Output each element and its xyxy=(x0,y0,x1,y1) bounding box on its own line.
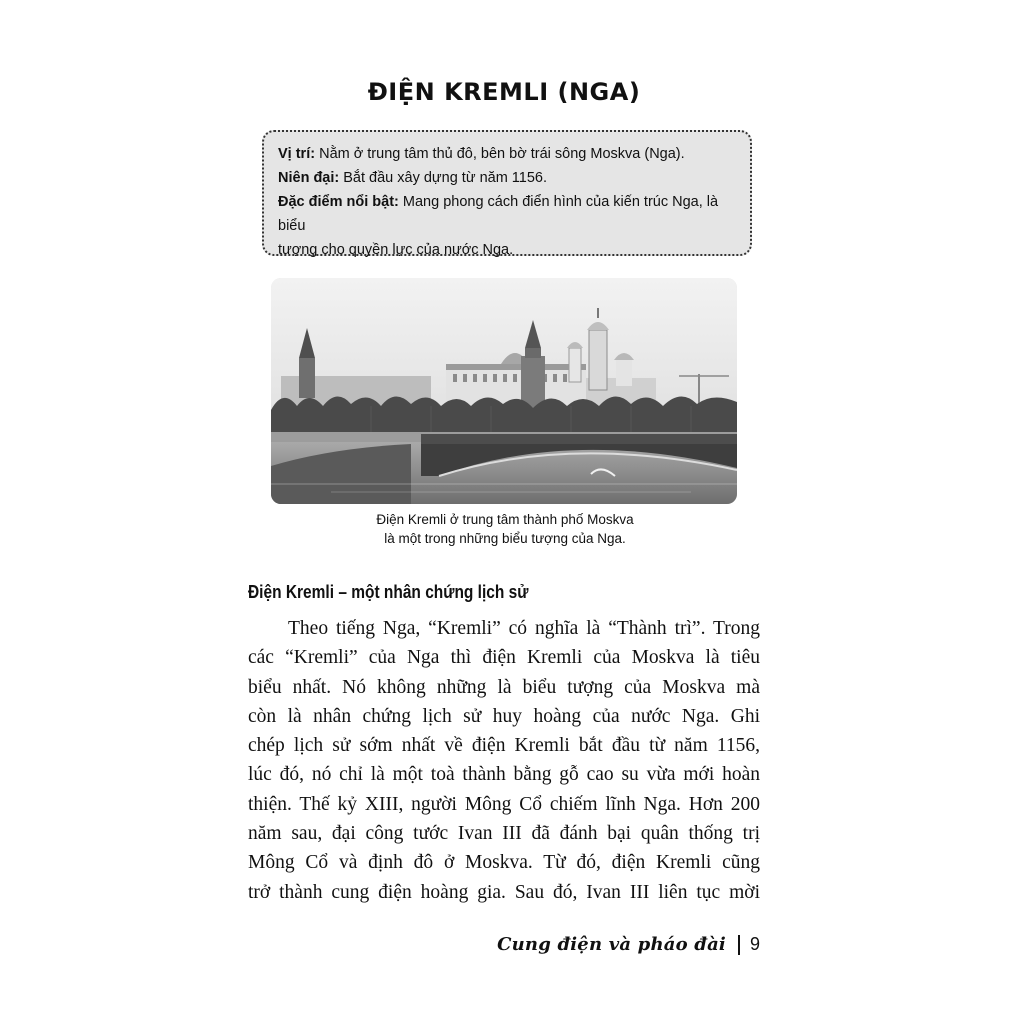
kremlin-photo xyxy=(271,278,737,504)
page-title: ĐIỆN KREMLI (NGA) xyxy=(367,78,641,106)
body-line: Theo tiếng Nga, “Kremli” có nghĩa là “Thành trì”. Trong xyxy=(288,618,760,639)
caption-line-2: là một trong những biểu tượng của Nga. xyxy=(384,531,626,546)
body-paragraph xyxy=(248,614,760,907)
info-feature-continued xyxy=(278,238,740,262)
info-era-text: Bắt đầu xây dựng từ năm 1156. xyxy=(343,170,548,186)
info-box xyxy=(262,130,752,256)
info-feature-text-2: tượng cho quyền lực của nước Nga. xyxy=(278,242,514,258)
info-location-label: Vị trí: xyxy=(278,146,316,162)
info-era-label: Niên đại: xyxy=(278,170,340,186)
body-line: trở thành cung điện hoàng gia. Sau đó, Ivan III liên tục mời xyxy=(248,881,760,903)
info-feature-label: Đặc điểm nổi bật: xyxy=(278,194,399,210)
body-line: năm sau, đại công tước Ivan III đã đánh bại quân thống trị xyxy=(248,823,760,845)
body-line: chép lịch sử sớm nhất về điện Kremli bắt đầu từ năm 1156, xyxy=(248,735,760,757)
section-heading: Điện Kremli – một nhân chứng lịch sử xyxy=(248,582,529,602)
info-era xyxy=(278,166,740,190)
info-feature-text-1: Mang phong cách điển hình của kiến trúc Nga, là biểu xyxy=(278,194,719,234)
body-line: Mông Cổ và định đô ở Moskva. Từ đó, điện Kremli cũng xyxy=(248,852,760,874)
body-line: lúc đó, nó chỉ là một toà thành bằng gỗ cao su vừa mới hoàn xyxy=(248,764,760,786)
body-line: biểu nhất. Nó không những là biểu tượng của Moskva mà xyxy=(248,676,760,698)
info-feature xyxy=(278,190,740,238)
body-line: các “Kremli” của Nga thì điện Kremli của Moskva là tiêu xyxy=(248,647,760,669)
footer-divider xyxy=(738,935,740,955)
page-footer xyxy=(497,934,760,955)
photo-caption xyxy=(300,510,710,548)
running-title: Cung điện và pháo đài xyxy=(497,934,726,955)
body-line: còn là nhân chứng lịch sử huy hoàng của nước Nga. Ghi xyxy=(248,705,760,727)
page-number: 9 xyxy=(749,934,760,954)
info-location xyxy=(278,142,740,166)
caption-line-1: Điện Kremli ở trung tâm thành phố Moskva xyxy=(376,512,634,527)
body-line: thiện. Thế kỷ XIII, người Mông Cổ chiếm lĩnh Nga. Hơn 200 xyxy=(248,793,760,815)
kremlin-photo-illustration xyxy=(271,278,737,504)
info-location-text: Nằm ở trung tâm thủ đô, bên bờ trái sông Moskva (Nga). xyxy=(319,146,685,162)
